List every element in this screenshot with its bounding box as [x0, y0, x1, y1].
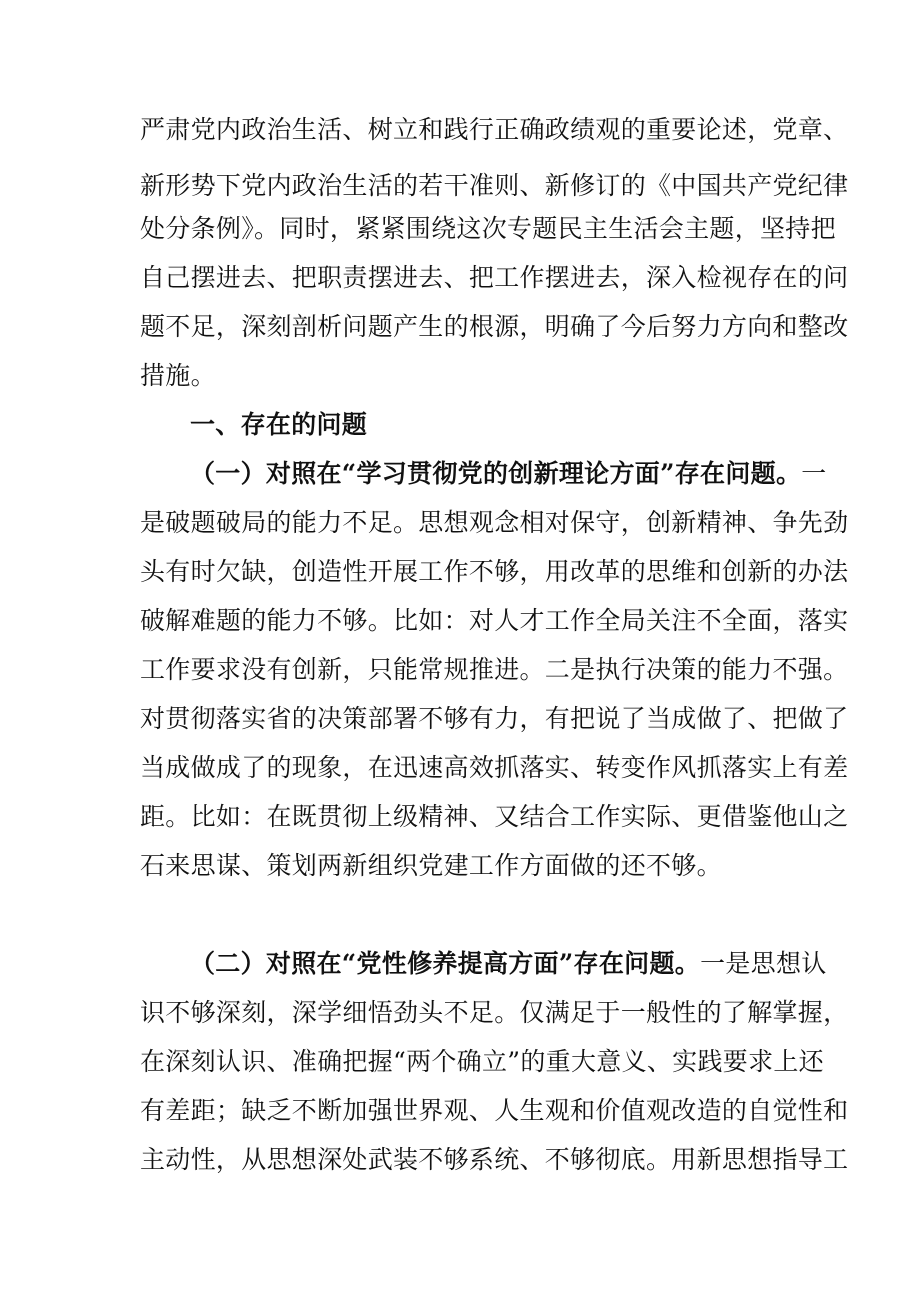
- item1-first-line: [190, 459, 827, 489]
- item1-line: 破解难题的能力不够。比如：对人才工作全局关注不全面，落实: [140, 606, 849, 635]
- intro-line: 自己摆进去、把职责摆进去、把工作摆进去，深入检视存在的问: [140, 263, 849, 292]
- item1-line: 是破题破局的能力不足。思想观念相对保守，创新精神、争先劲: [140, 508, 849, 537]
- item1-heading: （一）对照在“学习贯彻党的创新理论方面”存在问题。: [190, 459, 802, 488]
- item1-line: 工作要求没有创新，只能常规推进。二是执行决策的能力不强。: [140, 655, 849, 684]
- item2-line: 识不够深刻，深学细悟劲头不足。仅满足于一般性的了解掌握，: [140, 998, 849, 1027]
- item1-line: 头有时欠缺，创造性开展工作不够，用改革的思维和创新的办法: [140, 557, 849, 586]
- item2-first-line: [190, 949, 827, 979]
- item1-first-line-rest: 一: [801, 459, 827, 488]
- intro-line: 新形势下党内政治生活的若干准则、新修订的《中国共产党纪律: [140, 171, 849, 200]
- item2-first-line-rest: 一是思想认: [700, 949, 827, 978]
- item2-line: 有差距；缺乏不断加强世界观、人生观和价值观改造的自觉性和: [140, 1096, 849, 1125]
- item1-line: 当成做成了的现象，在迅速高效抓落实、转变作风抓落实上有差: [140, 753, 849, 782]
- item1-line: 石来思谋、策划两新组织党建工作方面做的还不够。: [140, 851, 722, 880]
- item2-line: 主动性，从思想深处武装不够系统、不够彻底。用新思想指导工: [140, 1145, 849, 1174]
- item2-line: 在深刻认识、准确把握“两个确立”的重大意义、实践要求上还: [140, 1047, 824, 1076]
- item2-heading: （二）对照在“党性修养提高方面”存在问题。: [190, 949, 701, 978]
- item1-line: 距。比如：在既贯彻上级精神、又结合工作实际、更借鉴他山之: [140, 802, 849, 831]
- item1-line: 对贯彻落实省的决策部署不够有力，有把说了当成做了、把做了: [140, 704, 849, 733]
- intro-line: 严肃党内政治生活、树立和践行正确政绩观的重要论述，党章、: [140, 115, 849, 144]
- intro-line: 题不足，深刻剖析问题产生的根源，明确了今后努力方向和整改: [140, 312, 849, 341]
- intro-line: 处分条例》。同时，紧紧围绕这次专题民主生活会主题，坚持把: [140, 214, 836, 243]
- section-heading: 一、存在的问题: [190, 410, 368, 439]
- intro-line: 措施。: [140, 361, 216, 390]
